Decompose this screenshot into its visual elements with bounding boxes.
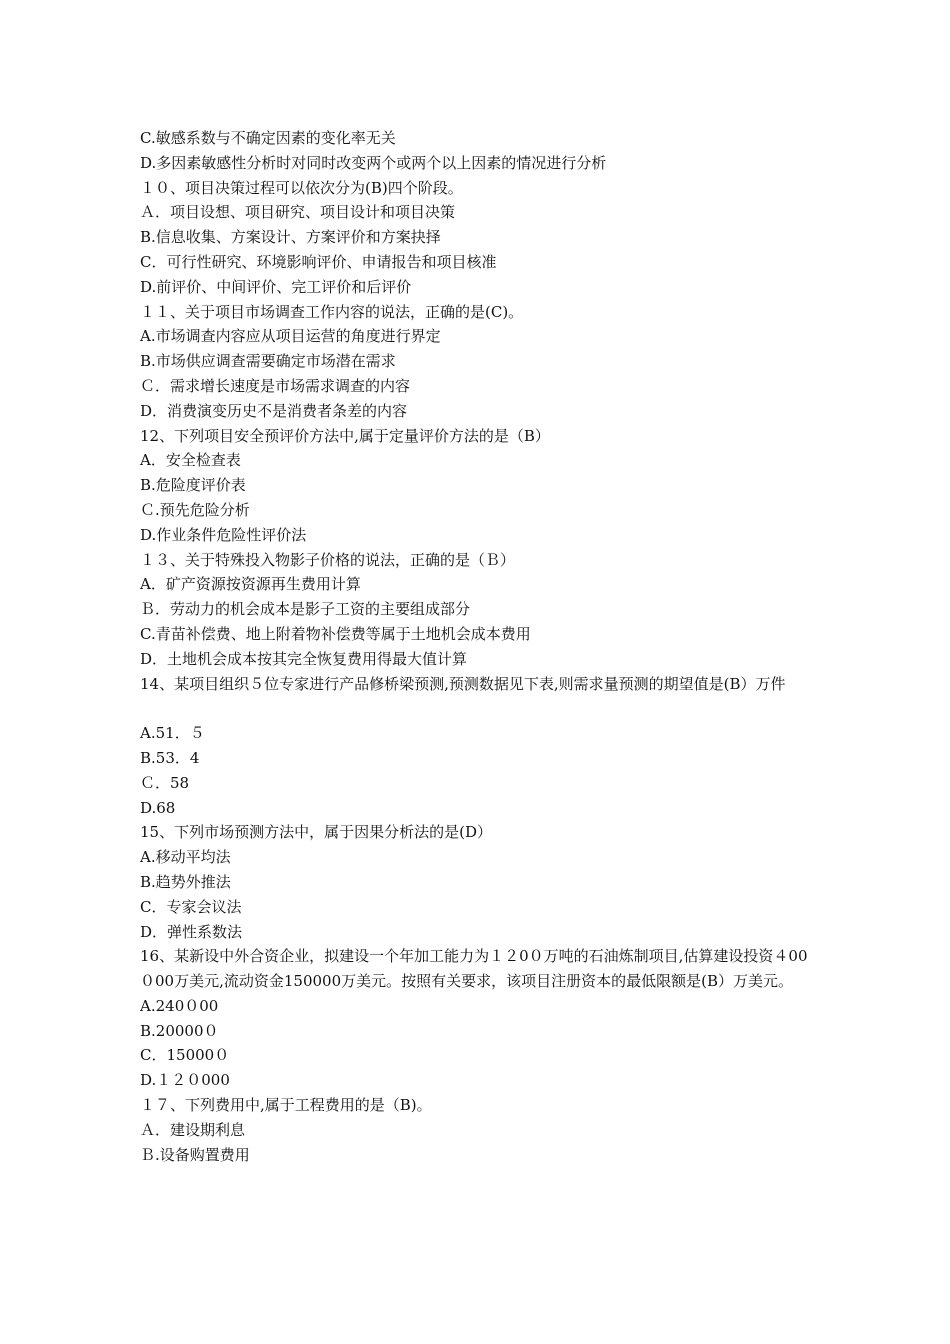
option-d: D.作业条件危险性评价法 (140, 525, 307, 544)
question-12: 12、下列项目安全预评价方法中,属于定量评价方法的是（B） (140, 426, 550, 445)
question-10: １０、项目决策过程可以依次分为(B)四个阶段。 (140, 178, 463, 197)
option-c: Ｃ．58 (140, 773, 190, 792)
option-c: Ｃ.预先危险分析 (140, 500, 250, 519)
option-a: Ａ．项目设想、项目研究、项目设计和项目决策 (140, 203, 456, 222)
question-17: １７、下列费用中,属于工程费用的是（B)。 (140, 1096, 432, 1115)
option-c: C．专家会议法 (140, 897, 242, 916)
option-d: D．土地机会成本按其完全恢复费用得最大值计算 (140, 649, 468, 668)
question-15: 15、下列市场预测方法中，属于因果分析法的是(D） (140, 823, 492, 842)
option-a: A.51．５ (140, 724, 205, 743)
document-body (140, 126, 820, 1167)
option-c: C.青苗补偿费、地上附着物补偿费等属于土地机会成本费用 (140, 624, 531, 643)
blank-line (140, 696, 820, 721)
option-b: B.53．4 (140, 748, 200, 767)
question-13: １３、关于特殊投入物影子价格的说法，正确的是（Ｂ） (140, 550, 516, 569)
option-d: D.68 (140, 798, 176, 817)
option-d: D.１２０000 (140, 1071, 230, 1090)
option-d: D.前评价、中间评价、完工评价和后评价 (140, 277, 412, 296)
option-d: D．消费演变历史不是消费者条差的内容 (140, 401, 408, 420)
question-11: １１、关于项目市场调查工作内容的说法，正确的是(C)。 (140, 302, 524, 321)
option-b: Ｂ．劳动力的机会成本是影子工资的主要组成部分 (140, 600, 471, 619)
option-a: A．矿产资源按资源再生费用计算 (140, 575, 361, 594)
question-14: 14、某项目组织５位专家进行产品修桥梁预测,预测数据见下表,则需求量预测的期望值是(B）万件 (140, 674, 786, 693)
option-a: A.移动平均法 (140, 848, 231, 867)
option-d: D．弹性系数法 (140, 922, 243, 941)
option-c: Ｃ．需求增长速度是市场需求调查的内容 (140, 376, 411, 395)
text-line: D.多因素敏感性分析时对同时改变两个或两个以上因素的情况进行分析 (140, 153, 607, 172)
option-a: A.市场调查内容应从项目运营的角度进行界定 (140, 327, 441, 346)
option-b: Ｂ.设备购置费用 (140, 1145, 250, 1164)
option-b: B.信息收集、方案设计、方案评价和方案抉择 (140, 228, 441, 247)
option-b: B.市场供应调查需要确定市场潜在需求 (140, 352, 396, 371)
option-b: B.危险度评价表 (140, 476, 246, 495)
option-b: B.趋势外推法 (140, 872, 231, 891)
option-a: A.240０00 (140, 996, 219, 1015)
option-b: B.20000０ (140, 1021, 219, 1040)
option-c: C．15000０ (140, 1046, 230, 1065)
option-c: C．可行性研究、环境影响评价、申请报告和项目核准 (140, 252, 497, 271)
option-a: A．安全检查表 (140, 451, 241, 470)
text-line: C.敏感系数与不确定因素的变化率无关 (140, 129, 396, 147)
option-a: Ａ．建设期利息 (140, 1120, 246, 1139)
question-16: 16、某新设中外合资企业，拟建设一个年加工能力为１２0０万吨的石油炼制项目,估算建设投资４00０00万美元,流动资金150000万美元。按照有关要求，该项目注册资本的最低限额是(B）万美元。 (140, 947, 808, 991)
